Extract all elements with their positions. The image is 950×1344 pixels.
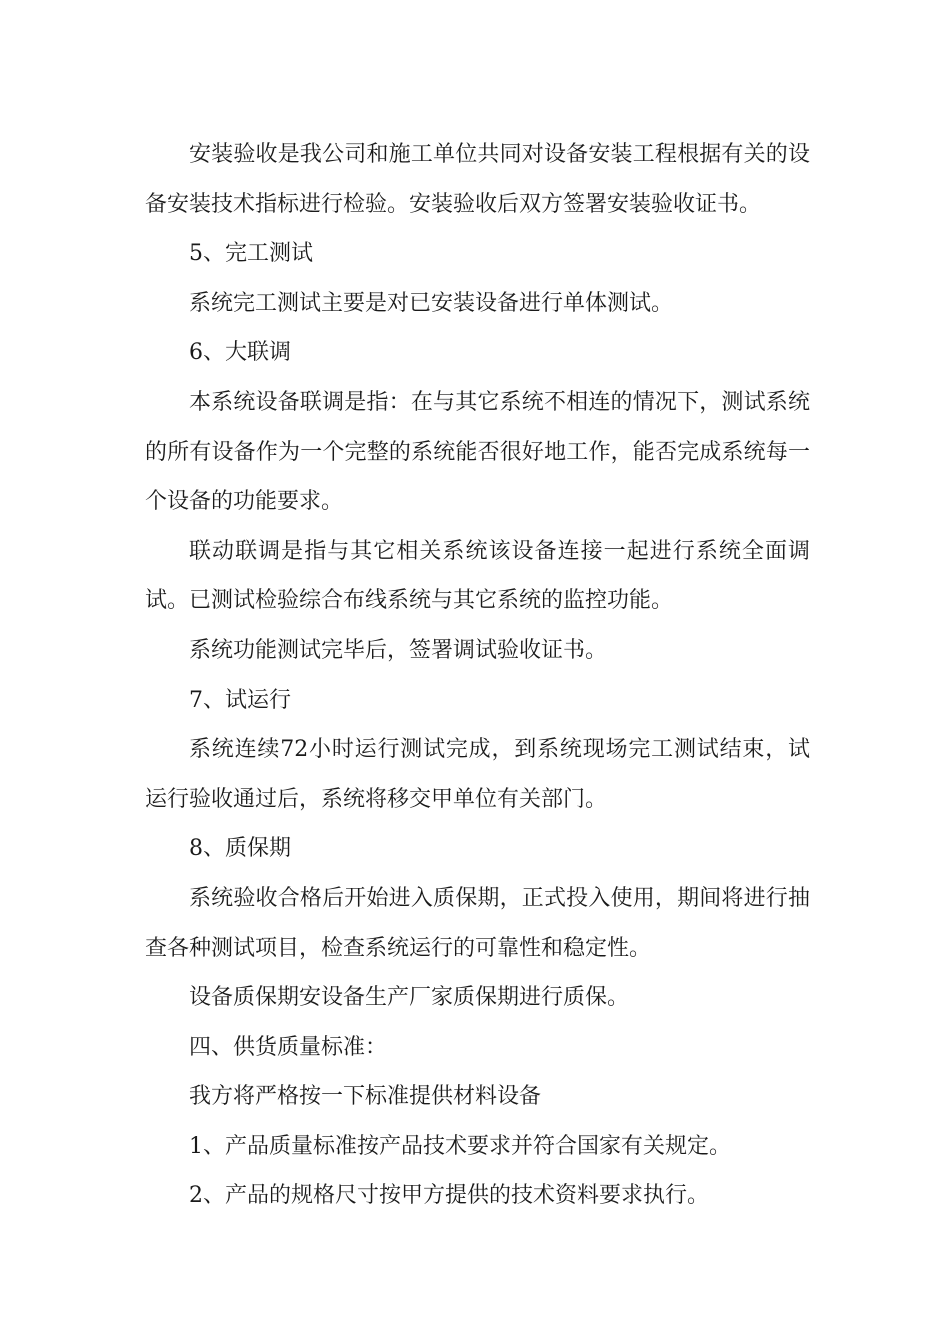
paragraph-linkage-debugging: 联动联调是指与其它相关系统该设备连接一起进行系统全面调试。已测试检验综合布线系统与其它系统的监控功能。 bbox=[145, 538, 810, 614]
heading-joint-debugging: 6、大联调 bbox=[189, 340, 291, 366]
heading-trial-run: 7、试运行 bbox=[189, 687, 291, 713]
list-item-specification: 2、产品的规格尺寸按甲方提供的技术资料要求执行。 bbox=[189, 1183, 709, 1209]
list-item-quality-standard: 1、产品质量标准按产品技术要求并符合国家有关规定。 bbox=[189, 1133, 731, 1159]
paragraph-completion-test: 系统完工测试主要是对已安装设备进行单体测试。 bbox=[189, 290, 674, 316]
paragraph-manufacturer-warranty: 设备质保期安设备生产厂家质保期进行质保。 bbox=[189, 985, 630, 1011]
document-body bbox=[145, 130, 810, 1221]
heading-warranty-period: 8、质保期 bbox=[189, 836, 291, 862]
paragraph-joint-debugging: 本系统设备联调是指：在与其它系统不相连的情况下，测试系统的所有设备作为一个完整的系统能否很好地工作，能否完成系统每一个设备的功能要求。 bbox=[145, 389, 810, 515]
paragraph-warranty-period: 系统验收合格后开始进入质保期，正式投入使用，期间将进行抽查各种测试项目，检查系统运行的可靠性和稳定性。 bbox=[145, 885, 810, 961]
paragraph-debugging-signoff: 系统功能测试完毕后，签署调试验收证书。 bbox=[189, 637, 608, 663]
paragraph-supply-intro: 我方将严格按一下标准提供材料设备 bbox=[189, 1084, 542, 1110]
heading-supply-quality-standard: 四、供货质量标准： bbox=[189, 1034, 388, 1060]
heading-completion-test: 5、完工测试 bbox=[189, 241, 313, 267]
paragraph-trial-run: 系统连续72小时运行测试完成，到系统现场完工测试结束，试运行验收通过后，系统将移交甲单位有关部门。 bbox=[145, 737, 810, 812]
paragraph-install-acceptance: 安装验收是我公司和施工单位共同对设备安装工程根据有关的设备安装技术指标进行检验。安装验收后双方签署安装验收证书。 bbox=[145, 142, 810, 217]
